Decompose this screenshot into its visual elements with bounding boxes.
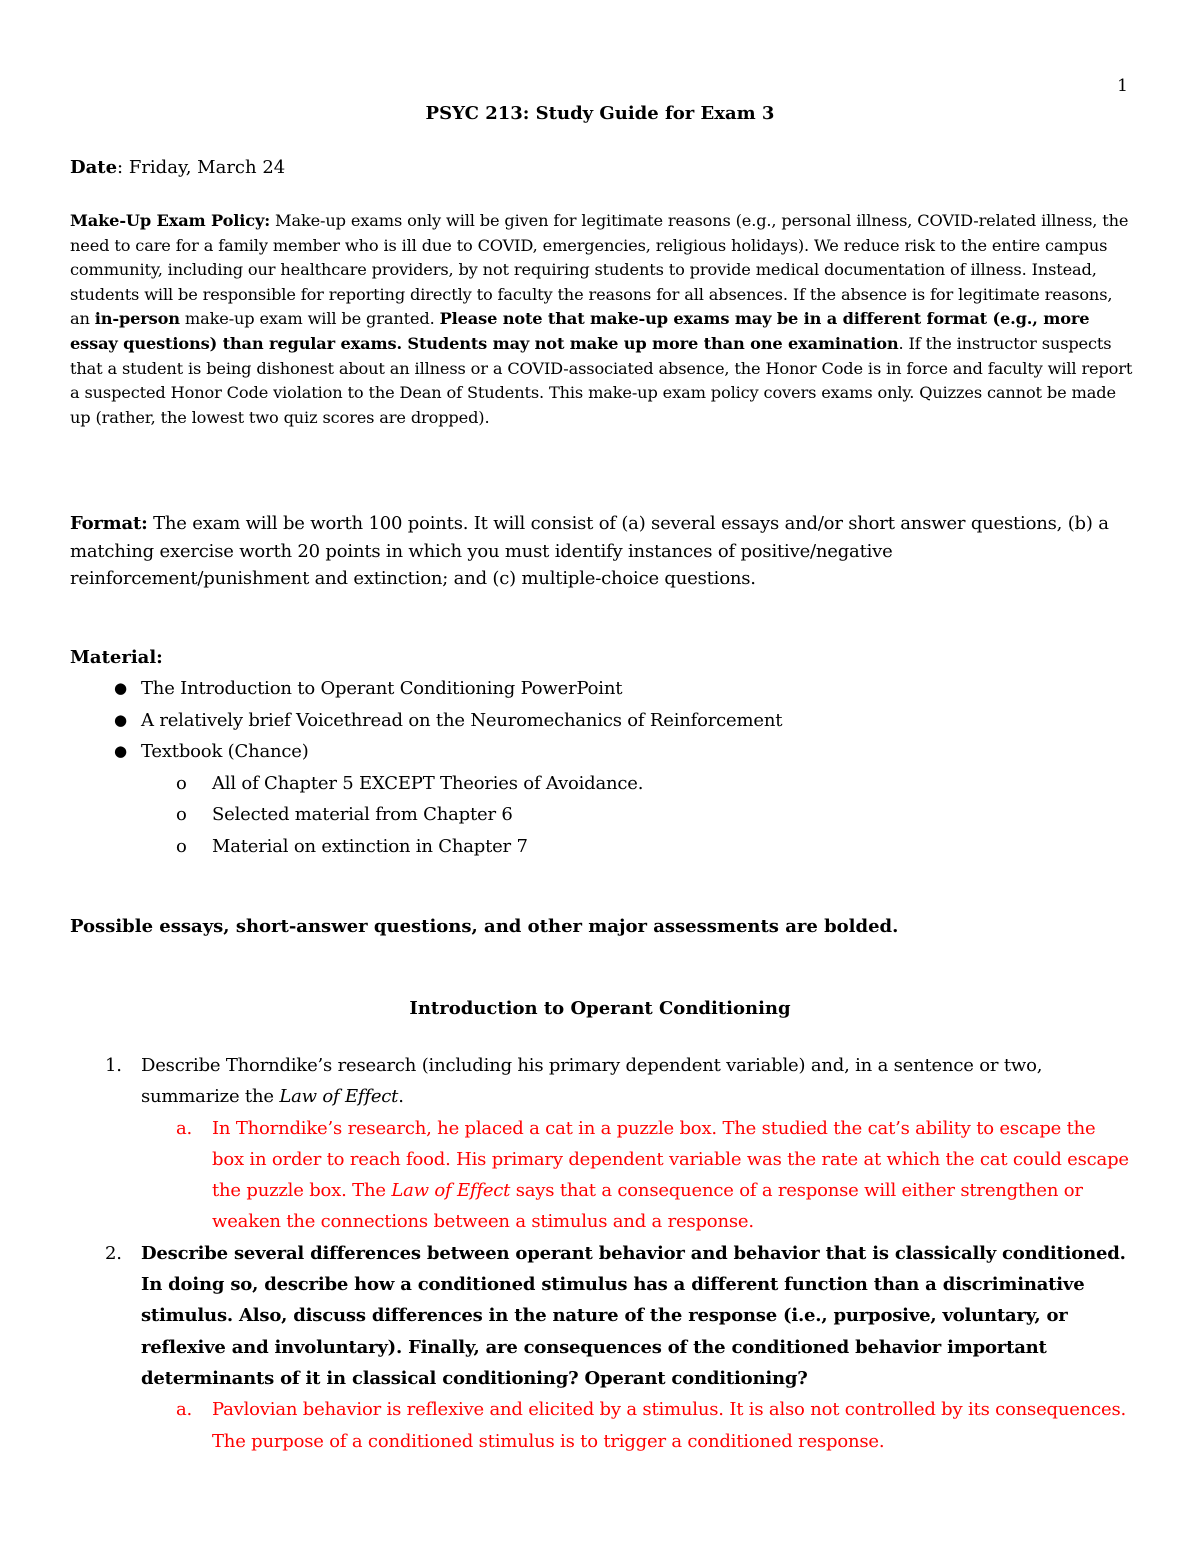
- answer-letter: a.: [176, 1399, 193, 1421]
- bullet-icon: ●: [114, 742, 127, 761]
- section-heading: Introduction to Operant Conditioning: [409, 998, 791, 1019]
- question-number: 1.: [105, 1055, 122, 1076]
- material-subitem-text: All of Chapter 5 EXCEPT Theories of Avoidance.: [212, 772, 644, 794]
- answer-item: [141, 1394, 1130, 1457]
- circle-bullet-icon: o: [176, 835, 187, 857]
- policy-text-1: Make-up exams only will be given for legitimate reasons (e.g., personal illness, COVID-related illness, the need to care for a family member who is ill due to COVID, emergencies, religious holidays). We reduce risk to the entire campus community, including our healthcare providers, by not requiring students to provide medical documentation of illness. Instead, students will be responsible for reporting directly to faculty the reasons for all absences. If the absence is for legitimate reasons, an: [70, 211, 1129, 329]
- makeup-policy-paragraph: [70, 209, 1135, 430]
- circle-bullet-icon: o: [176, 772, 187, 794]
- answer-text-part: In Thorndike’s research, he placed a cat in a puzzle box. The studied the cat’s ability to escape the box in order to reach food. His primary dependent variable was the rate at which the cat could escape the puzzle box. The: [212, 1117, 1129, 1202]
- question-item: [70, 1238, 1130, 1457]
- page-title: PSYC 213: Study Guide for Exam 3: [425, 103, 775, 124]
- list-item: [70, 799, 782, 831]
- question-number: 2.: [105, 1242, 122, 1264]
- page-number: 1: [1117, 76, 1128, 96]
- exam-date: [70, 157, 285, 178]
- list-item: [70, 705, 782, 737]
- policy-text-2: make-up exam will be granted.: [179, 309, 440, 329]
- question-item: [70, 1050, 1130, 1238]
- question-text-part: .: [398, 1086, 404, 1108]
- format-paragraph: [70, 510, 1135, 593]
- policy-text-3: . If the instructor suspects that a student is being dishonest about an illness or a COVID-associated absence, the Honor Code is in force and faculty will report a suspected Honor Code violation to the Dean of Students. This make-up exam policy covers exams only. Quizzes cannot be made up (rather, the lowest two quiz scores are dropped).: [70, 333, 1133, 427]
- material-item-text: A relatively brief Voicethread on the Neuromechanics of Reinforcement: [141, 709, 783, 731]
- material-item-text: Textbook (Chance): [141, 741, 309, 763]
- answer-text-part: says that a consequence of a response will either strengthen or weaken the connections between a stimulus and a response.: [212, 1180, 1083, 1233]
- material-heading: Material:: [70, 647, 163, 668]
- material-subitem-text: Material on extinction in Chapter 7: [212, 835, 528, 857]
- bullet-icon: ●: [114, 710, 127, 729]
- material-subitem-text: Selected material from Chapter 6: [212, 804, 513, 826]
- answer-text: Pavlovian behavior is reflexive and elicited by a stimulus. It is also not controlled by its consequences. The purpose of a conditioned stimulus is to trigger a conditioned response.: [212, 1399, 1127, 1452]
- answer-letter: a.: [176, 1117, 193, 1139]
- policy-bold-note: Please note that make-up exams may be in a different format (e.g., more essay questions) than regular exams. Students may not make up more than one examination: [70, 309, 1090, 353]
- bullet-icon: ●: [114, 679, 127, 697]
- format-text: The exam will be worth 100 points. It will consist of (a) several essays and/or short answer questions, (b) a matching exercise worth 20 points in which you must identify instances of positive/negative reinforcement/punishment and extinction; and (c) multiple-choice questions.: [70, 513, 1109, 589]
- list-item: [70, 736, 782, 768]
- circle-bullet-icon: o: [176, 804, 187, 826]
- bolded-assessments-note: Possible essays, short-answer questions, and other major assessments are bolded.: [70, 916, 899, 937]
- list-item: [70, 673, 782, 705]
- policy-label: Make-Up Exam Policy:: [70, 211, 271, 230]
- format-label: Format:: [70, 513, 148, 534]
- date-value: : Friday, March 24: [117, 157, 286, 178]
- material-list: [70, 673, 782, 863]
- question-list: [70, 1050, 1130, 1457]
- question-text: Describe several differences between operant behavior and behavior that is classically conditioned. In doing so, describe how a conditioned stimulus has a different function than a discriminative stimulus. Also, discuss differences in the nature of the response (i.e., purposive, voluntary, or reflexive and involuntary). Finally, are consequences of the conditioned behavior important determinants of it in classical conditioning? Operant conditioning?: [141, 1242, 1126, 1389]
- date-label: Date: [70, 157, 118, 178]
- question-emphasis: Law of Effect: [279, 1086, 399, 1108]
- list-item: [70, 768, 782, 800]
- list-item: [70, 831, 782, 863]
- question-text: [141, 1050, 1130, 1113]
- question-text-part: Describe Thorndike’s research (including his primary dependent variable) and, in a sentence or two, summarize the: [141, 1055, 1043, 1108]
- answer-item: [141, 1113, 1130, 1238]
- answer-emphasis: Law of Effect: [391, 1180, 511, 1202]
- textbook-sublist: [70, 768, 782, 863]
- material-item-text: The Introduction to Operant Conditioning PowerPoint: [141, 678, 623, 699]
- policy-in-person: in-person: [94, 309, 180, 329]
